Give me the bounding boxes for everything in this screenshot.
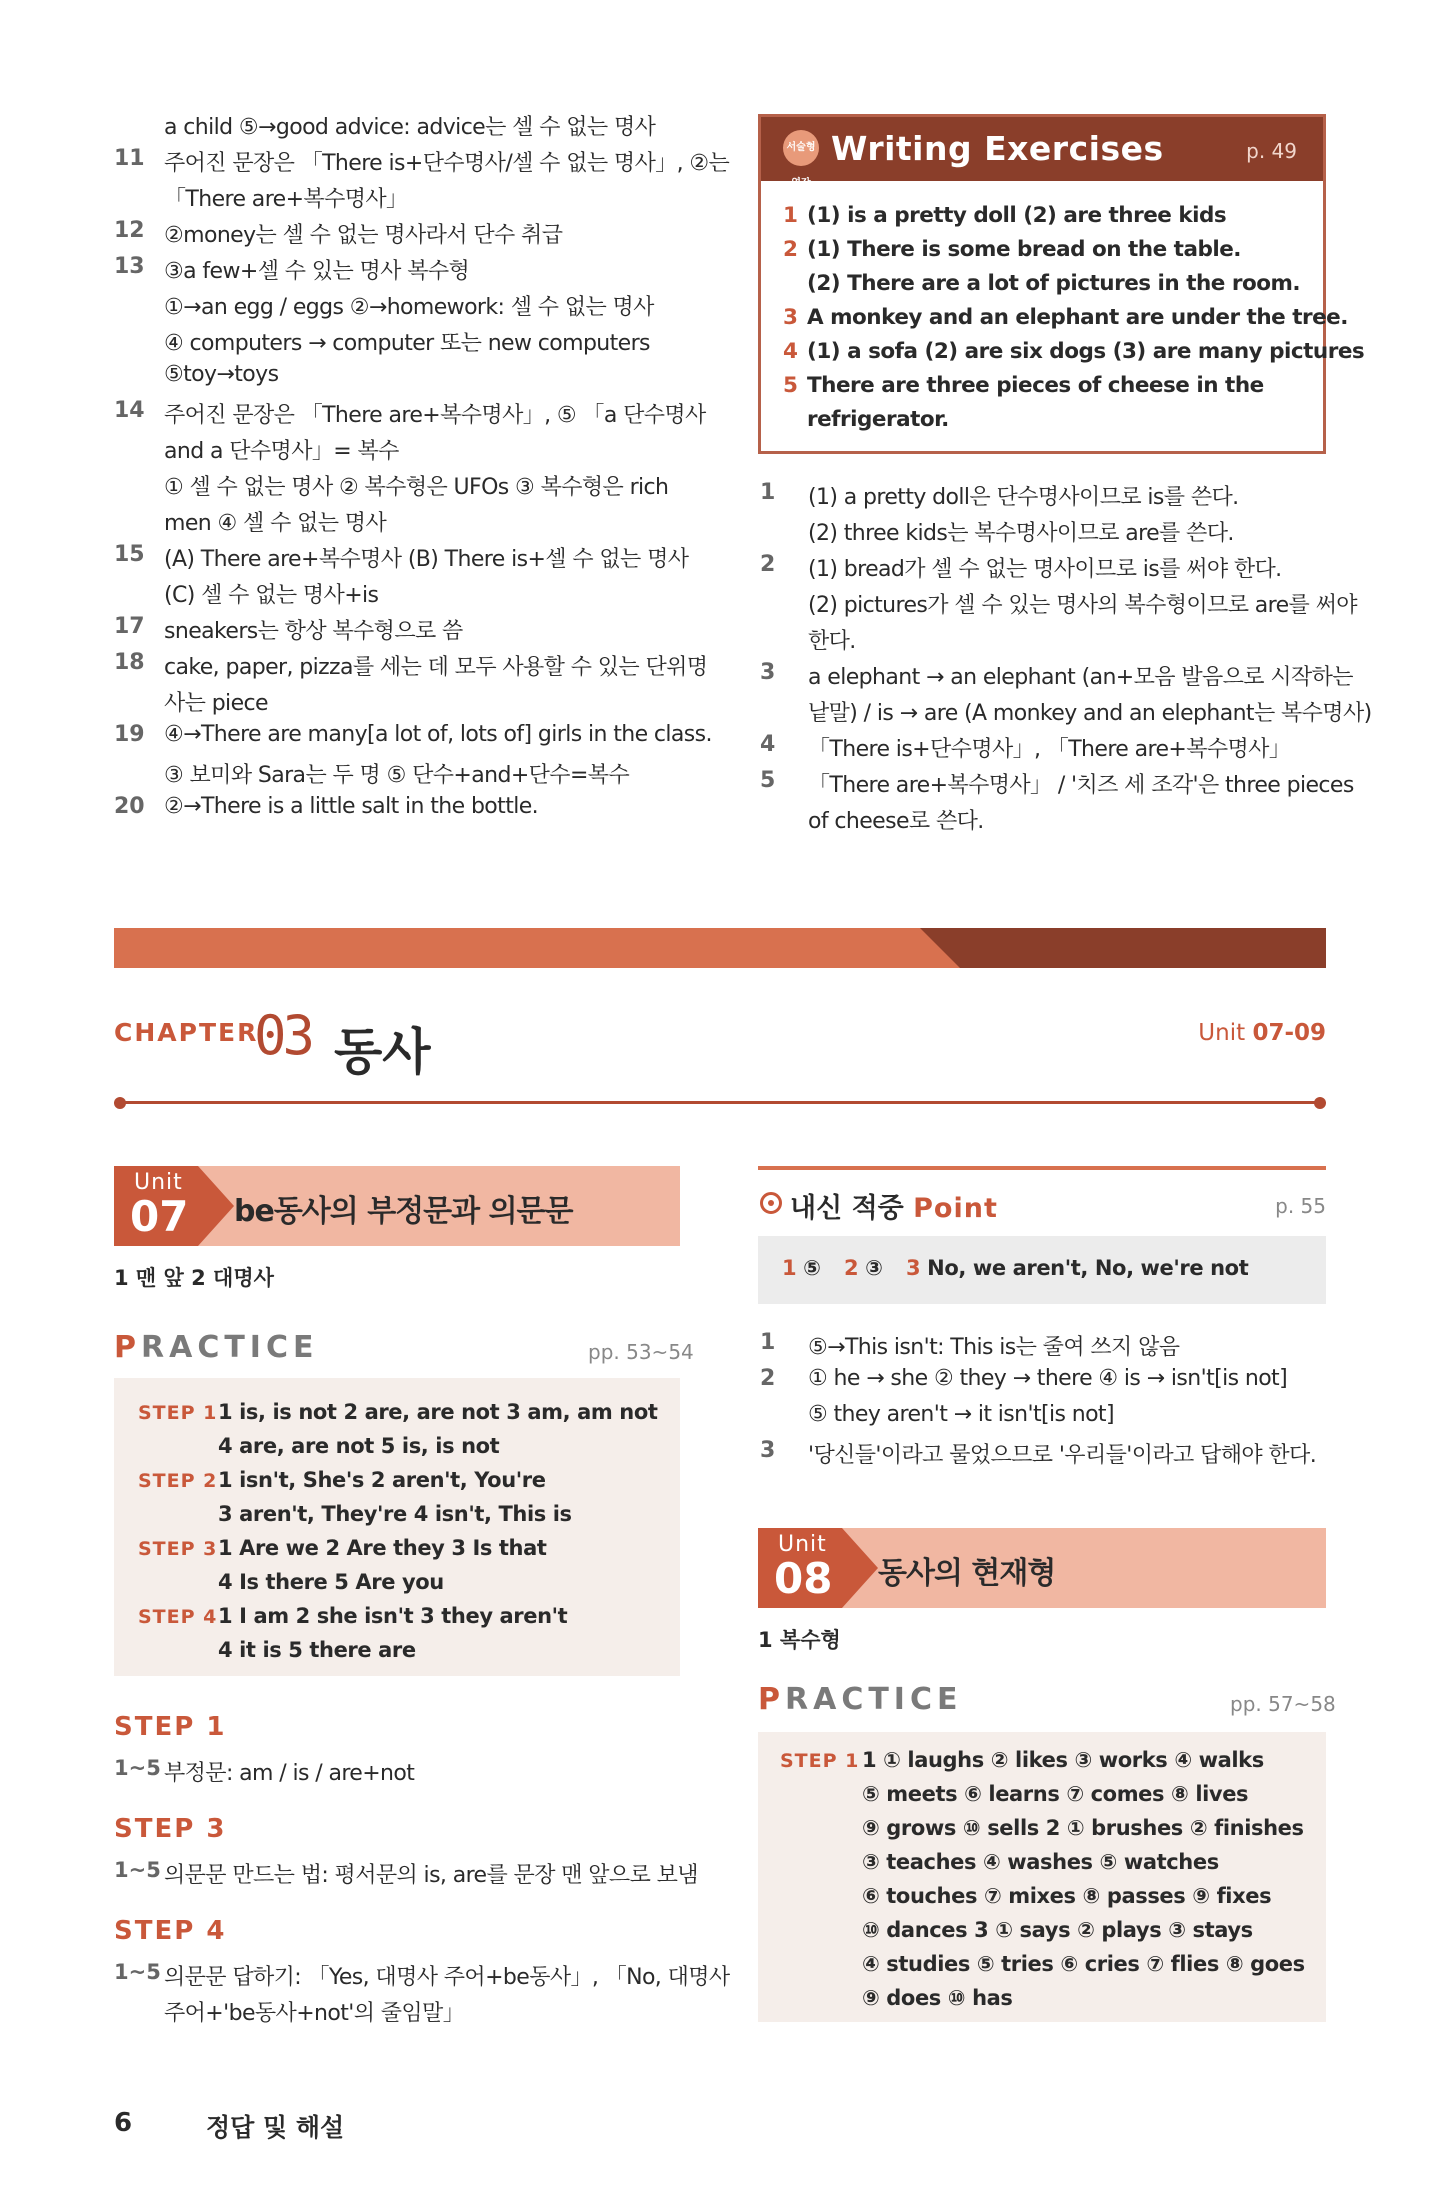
divider-stripe: [920, 928, 1326, 968]
step-answer-line: 4 are, are not 5 is, is not: [218, 1434, 500, 1458]
item-number: 1: [760, 1330, 776, 1355]
explanation-line: 「There are+복수명사」 / '치즈 세 조각'은 three pieces: [808, 773, 1354, 798]
section-divider-bar: [114, 928, 1326, 968]
note-number: 1~5: [114, 1858, 161, 1882]
chapter-title: 동사: [334, 1023, 431, 1081]
item-number: 20: [114, 794, 145, 819]
explanation-line: of cheese로 쓴다.: [808, 809, 984, 834]
practice-pages: pp. 53~54: [588, 1340, 694, 1364]
item-number: 14: [114, 398, 145, 423]
chapter-number: 03: [254, 1004, 312, 1067]
note-number: 1~5: [114, 1960, 161, 1984]
step-answer-line: 1 ① laughs ② likes ③ works ④ walks: [862, 1748, 1264, 1772]
answer-line: ①→an egg / eggs ②→homework: 셀 수 없는 명사: [164, 295, 654, 320]
step-answer-line: ⑩ dances 3 ① says ② plays ③ stays: [862, 1918, 1253, 1942]
item-number: 15: [114, 542, 145, 567]
writing-exercises-header: [761, 117, 1323, 189]
rule-dot: [114, 1097, 126, 1109]
target-icon: [760, 1192, 782, 1214]
answer-line: 「There are+복수명사」: [164, 187, 408, 212]
step-answer-line: 1 is, is not 2 are, are not 3 am, am not: [218, 1400, 658, 1424]
point-answer-box: 1 ⑤ 2 ③ 3 No, we aren't, No, we're not: [758, 1236, 1326, 1304]
item-number: 3: [760, 1438, 776, 1463]
writing-badge-icon: 서술형 영작: [783, 130, 819, 166]
practice-answer-box: [114, 1378, 680, 1676]
chapter-rule: [120, 1101, 1320, 1104]
explanation-line: a elephant → an elephant (an+모음 발음으로 시작하는: [808, 665, 1353, 690]
writing-answer-row: 2 (1) There is some bread on the table.: [783, 237, 1241, 262]
note-line: 의문문 답하기: 「Yes, 대명사 주어+be동사」, 「No, 대명사: [164, 1965, 730, 1990]
answer-line: (C) 셀 수 없는 명사+is: [164, 583, 379, 608]
item-number: 2: [760, 552, 776, 577]
answer-line: ③ 보미와 Sara는 두 명 ⑤ 단수+and+단수=복수: [164, 763, 630, 788]
practice-answer-box: [758, 1732, 1326, 2022]
item-number: 19: [114, 722, 145, 747]
answer-line: ⑤toy→toys: [164, 362, 279, 387]
step-answer-line: ⑥ touches ⑦ mixes ⑧ passes ⑨ fixes: [862, 1884, 1272, 1908]
answer-line: ②money는 셀 수 없는 명사라서 단수 취급: [164, 223, 563, 248]
explanation-line: ⑤→This isn't: This is는 줄여 쓰지 않음: [808, 1335, 1180, 1360]
answer-line: ④ computers → computer 또는 new computers: [164, 331, 650, 356]
answer-line: ②→There is a little salt in the bottle.: [164, 794, 539, 819]
answer-line: ③a few+셀 수 있는 명사 복수형: [164, 259, 470, 284]
answer-line: ① 셀 수 없는 명사 ② 복수형은 UFOs ③ 복수형은 rich: [164, 475, 669, 500]
answer-line: ④→There are many[a lot of, lots of] girls in the class.: [164, 722, 712, 747]
explanation-line: 한다.: [808, 629, 856, 654]
point-title: 내신 적중 Point: [790, 1193, 998, 1224]
page-number: 6: [114, 2108, 133, 2138]
writing-answer-row: 3 A monkey and an elephant are under the tree.: [783, 305, 1348, 330]
explanation-line: ⑤ they aren't → it isn't[is not]: [808, 1402, 1114, 1427]
chapter-label: CHAPTER: [114, 1018, 259, 1047]
step-tag: STEP 1: [780, 1750, 860, 1772]
explanation-line: (1) a pretty doll은 단수명사이므로 is를 쓴다.: [808, 485, 1239, 510]
writing-answer-row: 4 (1) a sofa (2) are six dogs (3) are many pictures: [783, 339, 1365, 364]
writing-exercises-box: [758, 114, 1365, 454]
explanation-line: ① he → she ② they → there ④ is → isn't[is not]: [808, 1366, 1288, 1391]
item-number: 13: [114, 254, 145, 279]
point-page-ref: p. 55: [1275, 1194, 1326, 1218]
writing-answer-row: refrigerator.: [807, 407, 949, 432]
item-number: 11: [114, 146, 145, 171]
step-1-heading: STEP 1: [114, 1712, 227, 1742]
step-answer-line: 4 Is there 5 Are you: [218, 1570, 444, 1594]
practice-pages: pp. 57~58: [1230, 1692, 1336, 1716]
step-3-heading: STEP 3: [114, 1814, 227, 1844]
unit-08-title: 동사의 현재형: [878, 1556, 1056, 1591]
point-top-line: [758, 1166, 1326, 1170]
unit-07-answers: 1 맨 앞 2 대명사: [114, 1266, 274, 1290]
item-number: 4: [760, 732, 776, 757]
unit-07-tag: Unit 07: [114, 1166, 198, 1246]
footer-title: 정답 및 해설: [206, 2113, 345, 2142]
explanation-line: 낱말) / is → are (A monkey and an elephant는 복수명사): [808, 701, 1372, 726]
practice-heading: PRACTICE: [114, 1330, 319, 1365]
unit-08-answers: 1 복수형: [758, 1628, 841, 1652]
writing-exercises-title: Writing Exercises: [831, 129, 1164, 168]
note-number: 1~5: [114, 1756, 161, 1780]
answer-line: sneakers는 항상 복수형으로 씀: [164, 619, 463, 644]
step-tag: STEP 4: [138, 1606, 218, 1628]
rule-dot: [1314, 1097, 1326, 1109]
unit-07-title: be동사의 부정문과 의문문: [234, 1194, 573, 1229]
item-number: 17: [114, 614, 145, 639]
step-tag: STEP 3: [138, 1538, 218, 1560]
unit-08-header: [758, 1528, 1326, 1608]
writing-answer-row: 1 (1) is a pretty doll (2) are three kids: [783, 203, 1227, 228]
note-line: 부정문: am / is / are+not: [164, 1761, 415, 1786]
step-answer-line: ⑨ grows ⑩ sells 2 ① brushes ② finishes: [862, 1816, 1304, 1840]
unit-07-header: [114, 1166, 680, 1246]
answer-line: 주어진 문장은 「There are+복수명사」, ⑤ 「a 단수명사: [164, 403, 706, 428]
step-answer-line: ⑨ does ⑩ has: [862, 1986, 1013, 2010]
step-tag: STEP 1: [138, 1402, 218, 1424]
note-line: 주어+'be동사+not'의 줄임말」: [164, 2001, 465, 2026]
writing-answer-row: 5 There are three pieces of cheese in the: [783, 373, 1264, 398]
answer-line: 주어진 문장은 「There is+단수명사/셀 수 없는 명사」, ②는: [164, 151, 730, 176]
explanation-line: '당신들'이라고 물었으므로 '우리들'이라고 답해야 한다.: [808, 1443, 1317, 1468]
item-number: 5: [760, 768, 776, 793]
explanation-line: (1) bread가 셀 수 없는 명사이므로 is를 써야 한다.: [808, 557, 1282, 582]
step-answer-line: 4 it is 5 there are: [218, 1638, 416, 1662]
unit-08-tag: Unit 08: [758, 1528, 842, 1608]
step-answer-line: 1 I am 2 she isn't 3 they aren't: [218, 1604, 568, 1628]
item-number: 18: [114, 650, 145, 675]
answer-line: men ④ 셀 수 없는 명사: [164, 511, 387, 536]
item-number: 12: [114, 218, 145, 243]
answer-line: cake, paper, pizza를 세는 데 모두 사용할 수 있는 단위명: [164, 655, 708, 680]
writing-page-ref: p. 49: [1246, 139, 1297, 163]
step-answer-line: ④ studies ⑤ tries ⑥ cries ⑦ flies ⑧ goes: [862, 1952, 1305, 1976]
step-tag: STEP 2: [138, 1470, 218, 1492]
answer-line: (A) There are+복수명사 (B) There is+셀 수 없는 명사: [164, 547, 689, 572]
step-answer-line: ⑤ meets ⑥ learns ⑦ comes ⑧ lives: [862, 1782, 1249, 1806]
answer-line: and a 단수명사」= 복수: [164, 439, 399, 464]
step-answer-line: ③ teaches ④ washes ⑤ watches: [862, 1850, 1219, 1874]
answer-line: a child ⑤→good advice: advice는 셀 수 없는 명사: [164, 115, 656, 140]
item-number: 2: [760, 1366, 776, 1391]
explanation-line: (2) three kids는 복수명사이므로 are를 쓴다.: [808, 521, 1234, 546]
practice-heading: PRACTICE: [758, 1682, 963, 1717]
step-answer-line: 3 aren't, They're 4 isn't, This is: [218, 1502, 572, 1526]
explanation-line: 「There is+단수명사」, 「There are+복수명사」: [808, 737, 1291, 762]
item-number: 1: [760, 480, 776, 505]
step-4-heading: STEP 4: [114, 1916, 227, 1946]
explanation-line: (2) pictures가 셀 수 있는 명사의 복수형이므로 are를 써야: [808, 593, 1357, 618]
item-number: 3: [760, 660, 776, 685]
writing-answer-row: (2) There are a lot of pictures in the room.: [807, 271, 1301, 296]
step-answer-line: 1 Are we 2 Are they 3 Is that: [218, 1536, 547, 1560]
note-line: 의문문 만드는 법: 평서문의 is, are를 문장 맨 앞으로 보냄: [164, 1863, 698, 1888]
chapter-unit-range: Unit 07-09: [1198, 1020, 1326, 1046]
answer-line: 사는 piece: [164, 691, 268, 716]
step-answer-line: 1 isn't, She's 2 aren't, You're: [218, 1468, 546, 1492]
